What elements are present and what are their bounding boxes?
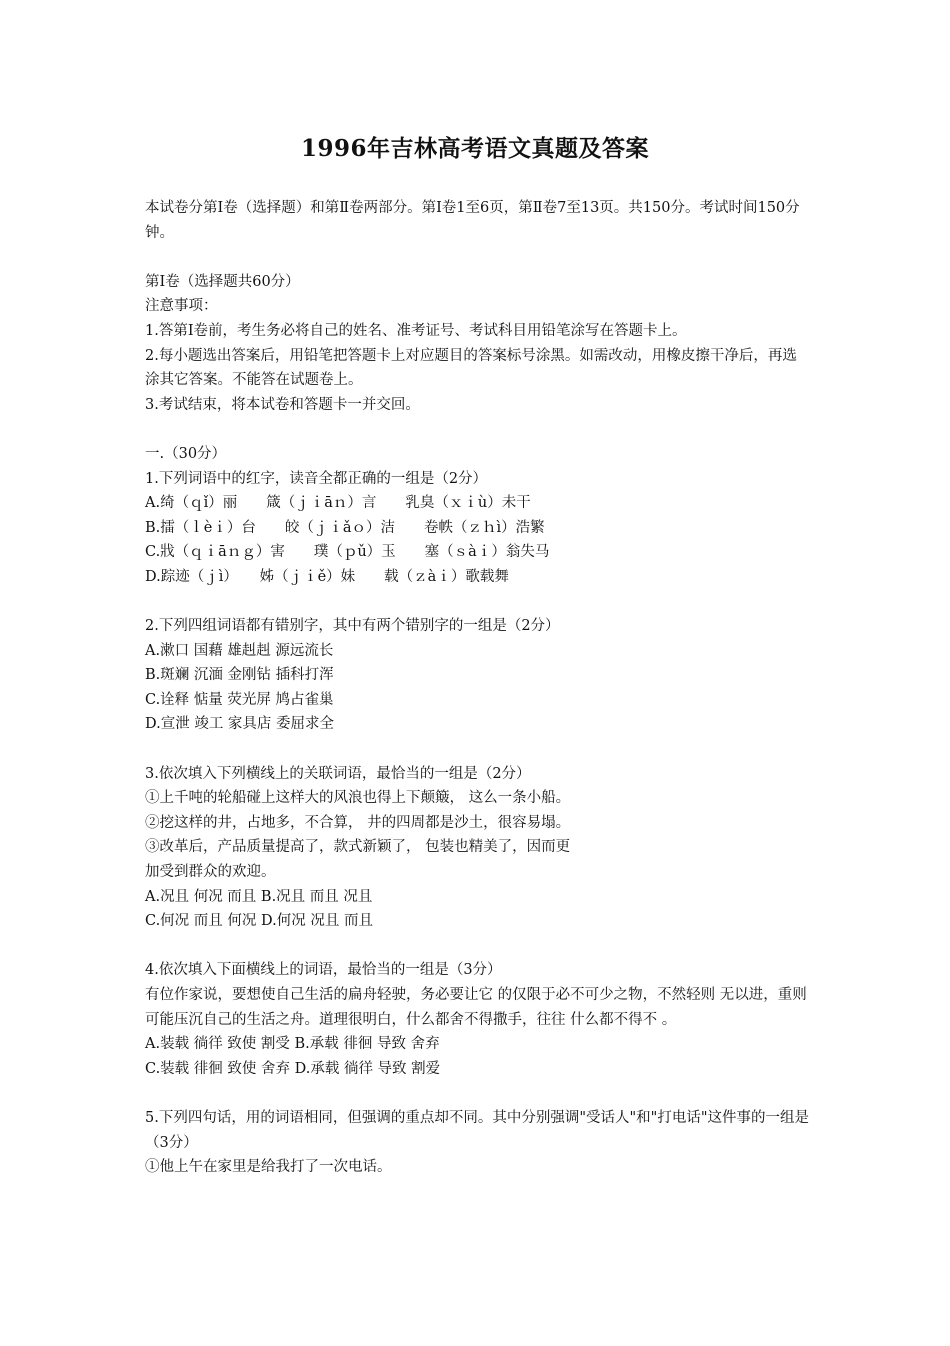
notice-item: 2.每小题选出答案后，用铅笔把答题卡上对应题目的答案标号涂黑。如需改动，用橡皮擦干净后，再选涂其它答案。不能答在试题卷上。 xyxy=(145,347,797,389)
question-option: A.绮（ｑǐ）丽 箴（ｊｉāｎ）言 乳臭（ｘｉù）未干 xyxy=(145,495,531,512)
question-stem: 2.下列四组词语都有错别字，其中有两个错别字的一组是（2分） xyxy=(145,618,560,635)
question-item: ①他上午在家里是给我打了一次电话。 xyxy=(145,1159,392,1176)
document-title: 1996年吉林高考语文真题及答案 xyxy=(300,135,649,162)
volume1-heading: 第Ⅰ卷（选择题共60分） xyxy=(145,273,300,290)
question-stem: 4.依次填入下面横线上的词语，最恰当的一组是（3分） xyxy=(145,962,502,979)
question-option: B.擂（ｌèｉ）台 皎（ｊｉǎｏ）洁 卷帙（ｚｈì）浩繁 xyxy=(145,519,545,536)
question-stem: 3.依次填入下列横线上的关联词语，最恰当的一组是（2分） xyxy=(145,765,531,782)
notice-item: 1.答第Ⅰ卷前，考生务必将自己的姓名、准考证号、考试科目用铅笔涂写在答题卡上。 xyxy=(145,322,687,339)
question-item: 加受到群众的欢迎。 xyxy=(145,864,276,881)
question-option: C.装载 徘徊 致使 舍弃 D.承载 徜徉 导致 割爱 xyxy=(145,1060,441,1077)
question-item: ②挖这样的井，占地多，不合算， 井的四周都是沙土，很容易塌。 xyxy=(145,814,571,831)
question-passage: 有位作家说，要想使自己生活的扁舟轻驶，务必要让它 的仅限于必不可少之物，不然轻则 无以进，重则可能压沉自己的生活之舟。道理很明白，什么都舍不得撒手，往往 什么都不得不 。 xyxy=(145,987,807,1028)
notice-item: 3.考试结束，将本试卷和答题卡一并交回。 xyxy=(145,396,420,413)
question-option: A.漱口 国藉 雄赳赳 源远流长 xyxy=(145,642,334,659)
question-item: ③改革后，产品质量提高了，款式新颖了， 包装也精美了，因而更 xyxy=(145,839,571,856)
question-option: D.踪迹（ｊì） 姊（ｊｉě）妹 载（ｚàｉ）歌载舞 xyxy=(145,568,509,585)
question-stem: 1.下列词语中的红字，读音全都正确的一组是（2分） xyxy=(145,470,488,487)
notice-heading: 注意事项： xyxy=(145,298,218,315)
intro-paragraph: 本试卷分第Ⅰ卷（选择题）和第Ⅱ卷两部分。第Ⅰ卷1至6页，第Ⅱ卷7至13页。共150分。考试时间150分钟。 xyxy=(145,200,800,241)
question-option: C.何况 而且 何况 D.何况 况且 而且 xyxy=(145,913,373,930)
question-item: ①上千吨的轮船碰上这样大的风浪也得上下颠簸， 这么一条小船。 xyxy=(145,790,571,807)
document-body xyxy=(145,196,810,1180)
question-option: C.诠释 惦量 荧光屏 鸠占雀巢 xyxy=(145,691,334,708)
question-option: C.戕（ｑｉāｎｇ）害 璞（ｐǔ）玉 塞（ｓàｉ）翁失马 xyxy=(145,544,550,561)
question-option: A.装载 徜徉 致使 割受 B.承载 徘徊 导致 舍弃 xyxy=(145,1036,440,1053)
question-option: D.宣泄 竣工 家具店 委屈求全 xyxy=(145,716,335,733)
section1-heading: 一.（30分） xyxy=(145,445,227,462)
question-stem: 5.下列四句话，用的词语相同，但强调的重点却不同。其中分别强调"受话人"和"打电话"这件事的一组是（3分） xyxy=(145,1109,810,1151)
question-option: B.斑斓 沉湎 金刚钻 插科打浑 xyxy=(145,667,334,684)
question-option: A.况且 何况 而且 B.况且 而且 况且 xyxy=(145,888,373,905)
